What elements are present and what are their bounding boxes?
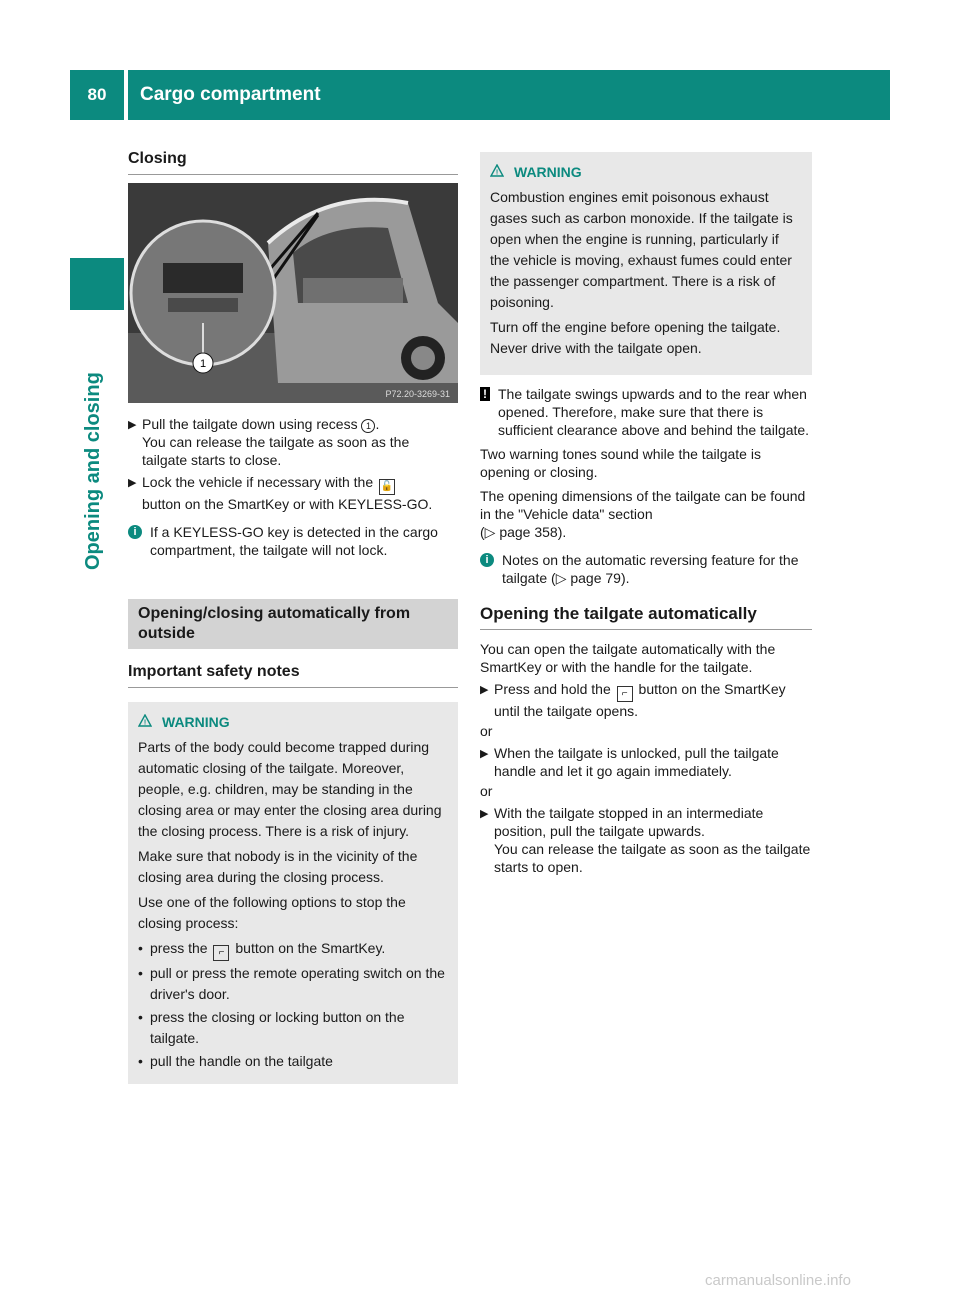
caution-text: The tailgate swings upwards and to the rear when opened. Therefore, make sure that there is sufficient clearance above and behind the tailgate.: [498, 386, 810, 438]
step-text-a: Lock the vehicle if necessary with the: [142, 474, 378, 490]
paragraph: You can open the tailgate automatically with the SmartKey or with the handle for the tailgate.: [480, 641, 776, 675]
info-note: [480, 551, 812, 587]
tailgate-icon: ⌐: [617, 686, 633, 702]
paragraph: [480, 487, 812, 541]
arrow-right-icon: ▶: [480, 748, 489, 760]
svg-text:!: !: [143, 719, 147, 727]
step-press-button: [480, 680, 812, 720]
info-note: [128, 523, 458, 559]
warning-paragraph: Parts of the body could become trapped during automatic closing of the tailgate. Moreover, people, e.g. children, may be standing in the closing area or may enter the closing area during the closing process. There is a risk of injury.: [138, 739, 442, 839]
list-item-text: pull or press the remote operating switch on the driver's door.: [150, 965, 445, 1002]
safety-heading: Important safety notes: [128, 663, 458, 688]
watermark: carmanualsonline.info: [705, 1272, 851, 1289]
info-icon: i: [480, 553, 494, 567]
list-item-text: [150, 938, 385, 961]
bullet-icon: •: [138, 940, 143, 956]
warning-paragraph: Make sure that nobody is in the vicinity of the closing area during the closing process.: [138, 848, 418, 885]
closing-heading: Closing: [128, 150, 458, 175]
lock-icon: 🔓: [379, 479, 395, 495]
svg-text:!: !: [495, 169, 499, 177]
warning-paragraph: Combustion engines emit poisonous exhaust gases such as carbon monoxide. If the tailgate is open when the engine is running, particularly if the vehicle is moving, exhaust fumes could enter the passenger compartment. There is a risk of poisoning.: [490, 189, 793, 310]
step-text-a: With the tailgate stopped in an intermediate position, pull the tailgate upwards.: [494, 805, 764, 839]
list-item: [138, 938, 448, 961]
photo-callout: 1: [199, 358, 207, 370]
or-text: or: [480, 723, 493, 739]
warning-triangle-icon: [138, 712, 152, 733]
list-item: [138, 963, 448, 1005]
arrow-right-icon: ▶: [480, 684, 489, 696]
warning-paragraph: Use one of the following options to stop the closing process:: [138, 894, 406, 931]
step-text-a: Pull the tailgate down using recess: [142, 416, 362, 432]
tailgate-icon: ⌐: [213, 945, 229, 961]
arrow-right-icon: ▶: [128, 419, 137, 431]
arrow-right-icon: ▶: [480, 808, 489, 820]
section-heading: Opening/closing automatically from outside: [128, 599, 458, 649]
step-text: When the tailgate is unlocked, pull the tailgate handle and let it go again immediately.: [494, 745, 779, 779]
warning-box: [480, 152, 812, 375]
side-label: Opening and closing: [82, 372, 104, 570]
list-text-a: press the: [150, 940, 212, 956]
car-illustration: [128, 183, 458, 403]
warning-triangle-icon: [490, 162, 504, 183]
paragraph: Two warning tones sound while the tailgate is opening or closing.: [480, 446, 761, 480]
warning-title-text: WARNING: [162, 714, 230, 730]
step-text-d: You can release the tailgate as soon as the tailgate starts to close.: [142, 434, 410, 468]
bullet-icon: •: [138, 965, 143, 981]
warning-title: [138, 712, 448, 733]
step-text: [494, 804, 812, 876]
page-reference: (▷ page 358).: [480, 524, 567, 540]
caution-note: [480, 385, 812, 439]
warning-paragraph: Turn off the engine before opening the tailgate. Never drive with the tailgate open.: [490, 319, 781, 356]
step-text: [142, 473, 432, 513]
step-pull-handle: [480, 744, 812, 780]
step-text-b: button on the SmartKey until the tailgate opens.: [494, 681, 786, 719]
tailgate-photo: [128, 183, 458, 403]
warning-box: [128, 702, 458, 1084]
side-tab: [70, 258, 124, 310]
list-item-text: pull the handle on the tailgate: [150, 1053, 333, 1069]
right-column: [480, 152, 812, 876]
bullet-icon: •: [138, 1053, 143, 1069]
step-pull-tailgate: [128, 415, 458, 469]
paragraph-text: The opening dimensions of the tailgate can be found in the "Vehicle data" section: [480, 488, 806, 522]
step-text-b: button on the SmartKey or with KEYLESS-GO.: [142, 496, 433, 512]
page-title: Cargo compartment: [128, 70, 890, 120]
warning-title: [490, 162, 802, 183]
info-icon: i: [128, 525, 142, 539]
step-pull-upwards: [480, 804, 812, 876]
list-item: [138, 1007, 448, 1049]
photo-caption: P72.20-3269-31: [385, 389, 450, 399]
left-column: [128, 150, 458, 1084]
step-text: [494, 680, 812, 720]
caution-icon: !: [480, 387, 490, 401]
list-item: [138, 1051, 448, 1072]
step-text-c: .: [375, 416, 380, 432]
step-text: [142, 415, 458, 469]
recess-callout: 1: [361, 419, 375, 433]
warning-title-text: WARNING: [514, 164, 582, 180]
or-text: or: [480, 783, 493, 799]
info-text: If a KEYLESS-GO key is detected in the cargo compartment, the tailgate will not lock.: [150, 524, 438, 558]
list-text-b: button on the SmartKey.: [235, 940, 386, 956]
info-text: Notes on the automatic reversing feature for the tailgate (▷ page 79).: [502, 552, 799, 586]
section-heading: Opening the tailgate automatically: [480, 605, 812, 630]
step-text-a: Press and hold the: [494, 681, 615, 697]
step-lock-vehicle: [128, 473, 458, 513]
list-item-text: press the closing or locking button on the tailgate.: [150, 1009, 405, 1046]
arrow-right-icon: ▶: [128, 477, 137, 489]
page-number: 80: [70, 70, 124, 120]
step-text-b: You can release the tailgate as soon as the tailgate starts to open.: [494, 841, 811, 875]
bullet-icon: •: [138, 1009, 143, 1025]
